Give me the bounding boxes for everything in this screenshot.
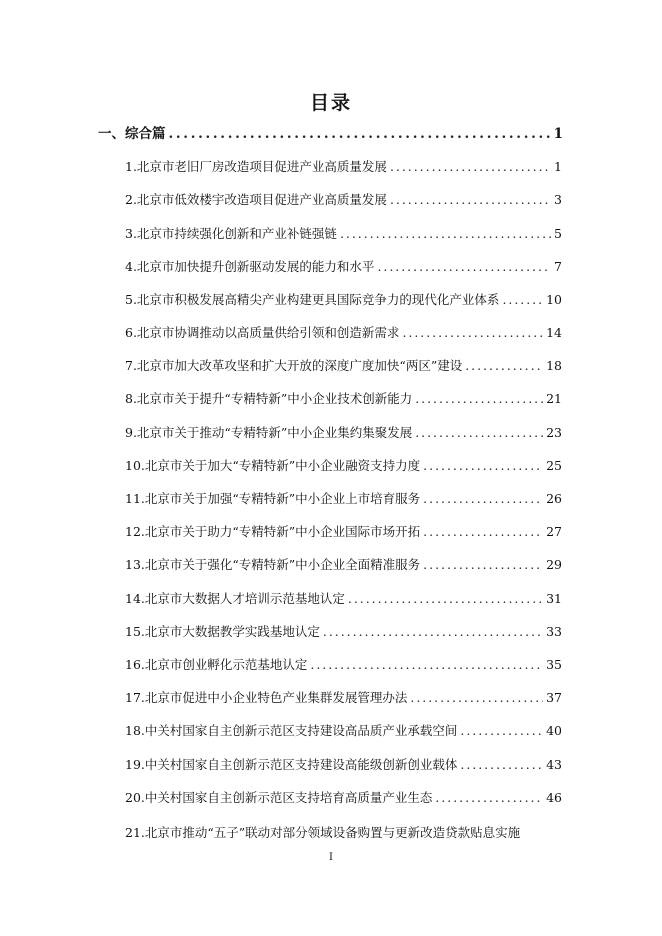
toc-item-label: 16.北京市创业孵化示范基地认定 [125, 657, 308, 672]
toc-item-page: 46 [546, 790, 562, 805]
toc-leader-dots [460, 723, 543, 738]
toc-item-label: 5.北京市积极发展高精尖产业构建更具国际竞争力的现代化产业体系 [125, 292, 500, 307]
toc-item-continued[interactable] [125, 823, 562, 841]
toc-item-page: 35 [546, 657, 562, 672]
toc-item-page: 33 [546, 624, 562, 639]
toc-item[interactable] [125, 423, 562, 441]
toc-item[interactable] [125, 622, 562, 640]
toc-item[interactable] [125, 257, 562, 275]
toc-leader-dots [340, 226, 551, 241]
toc-item-page: 1 [554, 159, 562, 174]
toc-leader-dots [377, 259, 551, 274]
toc-item-label: 12.北京市关于助力“专精特新”中小企业国际市场开拓 [125, 524, 421, 539]
toc-leader-dots [390, 192, 551, 207]
toc-item-label: 6.北京市协调推动以高质量供给引领和创造新需求 [125, 325, 400, 340]
toc-item-label: 4.北京市加快提升创新驱动发展的能力和水平 [125, 259, 375, 274]
toc-item-page: 23 [546, 425, 562, 440]
toc-item-page: 3 [554, 192, 562, 207]
toc-leader-dots [310, 657, 543, 672]
toc-leader-dots [415, 391, 543, 406]
toc-leader-dots [348, 591, 543, 606]
toc-leader-dots [423, 458, 543, 473]
toc-item-label: 8.北京市关于提升“专精特新”中小企业技术创新能力 [125, 391, 413, 406]
toc-item-page: 25 [546, 458, 562, 473]
toc-item[interactable] [125, 157, 562, 175]
toc-item-page: 21 [546, 391, 562, 406]
toc-leader-dots [423, 524, 543, 539]
toc-item[interactable] [125, 356, 562, 374]
toc-item-page: 43 [546, 757, 562, 772]
toc-item[interactable] [125, 323, 562, 341]
toc-item-label: 1.北京市老旧厂房改造项目促进产业高质量发展 [125, 159, 387, 174]
toc-item-page: 14 [546, 325, 562, 340]
toc-item-label: 14.北京市大数据人才培训示范基地认定 [125, 591, 345, 606]
page-title: 目录 [309, 92, 352, 114]
toc-leader-dots [423, 491, 543, 506]
toc-section-page: 1 [553, 126, 563, 142]
toc-item-label: 11.北京市关于加强“专精特新”中小企业上市培育服务 [125, 491, 421, 506]
toc-item-label: 19.中关村国家自主创新示范区支持建设高能级创新创业载体 [125, 757, 458, 772]
toc-item-page: 40 [546, 723, 562, 738]
toc-item[interactable] [125, 522, 562, 540]
toc-leader-dots [435, 790, 543, 805]
toc-item[interactable] [125, 589, 562, 607]
toc-item-label: 10.北京市关于加大“专精特新”中小企业融资支持力度 [125, 458, 421, 473]
toc-item-label: 20.中关村国家自主创新示范区支持培育高质量产业生态 [125, 790, 433, 805]
toc-leader-dots [402, 325, 543, 340]
toc-item[interactable] [125, 290, 562, 308]
toc-item-page: 27 [546, 524, 562, 539]
toc-leader-dots [465, 358, 543, 373]
toc-item-label: 17.北京市促进中小企业特色产业集群发展管理办法 [125, 690, 408, 705]
toc-item-label: 2.北京市低效楼宇改造项目促进产业高质量发展 [125, 192, 387, 207]
page-number: I [329, 852, 333, 863]
toc-item[interactable] [125, 456, 562, 474]
toc-leader-dots [323, 624, 543, 639]
toc-section-entry[interactable] [98, 122, 563, 142]
toc-leader-dots [460, 757, 543, 772]
toc-item-label: 21.北京市推动“五子”联动对部分领域设备购置与更新改造贷款贴息实施 [125, 825, 521, 840]
toc-item[interactable] [125, 224, 562, 242]
toc-item-label: 18.中关村国家自主创新示范区支持建设高品质产业承载空间 [125, 723, 458, 738]
toc-item-page: 5 [554, 226, 562, 241]
toc-item-page: 7 [554, 259, 562, 274]
toc-item[interactable] [125, 555, 562, 573]
toc-item-label: 3.北京市持续强化创新和产业补链强链 [125, 226, 337, 241]
toc-item[interactable] [125, 190, 562, 208]
toc-item-label: 15.北京市大数据教学实践基地认定 [125, 624, 320, 639]
toc-item[interactable] [125, 755, 562, 773]
toc-item-page: 26 [546, 491, 562, 506]
toc-leader-dots [415, 425, 543, 440]
toc-item[interactable] [125, 389, 562, 407]
toc-item[interactable] [125, 788, 562, 806]
toc-item-page: 10 [546, 292, 562, 307]
toc-item-page: 31 [546, 591, 562, 606]
toc-item[interactable] [125, 688, 562, 706]
toc-item[interactable] [125, 721, 562, 739]
toc-leader-dots [169, 126, 551, 142]
toc-leader-dots [390, 159, 551, 174]
toc-item-label: 7.北京市加大改革攻坚和扩大开放的深度广度加快“两区”建设 [125, 358, 463, 373]
toc-leader-dots [423, 557, 543, 572]
toc-item-page: 18 [546, 358, 562, 373]
toc-item[interactable] [125, 489, 562, 507]
toc-leader-dots [410, 690, 543, 705]
toc-item-label: 13.北京市关于强化“专精特新”中小企业全面精准服务 [125, 557, 421, 572]
toc-item-page: 29 [546, 557, 562, 572]
toc-section-label: 一、综合篇 [98, 126, 166, 142]
toc-item-label: 9.北京市关于推动“专精特新”中小企业集约集聚发展 [125, 425, 413, 440]
toc-item[interactable] [125, 655, 562, 673]
toc-leader-dots [502, 292, 543, 307]
toc-item-page: 37 [546, 690, 562, 705]
